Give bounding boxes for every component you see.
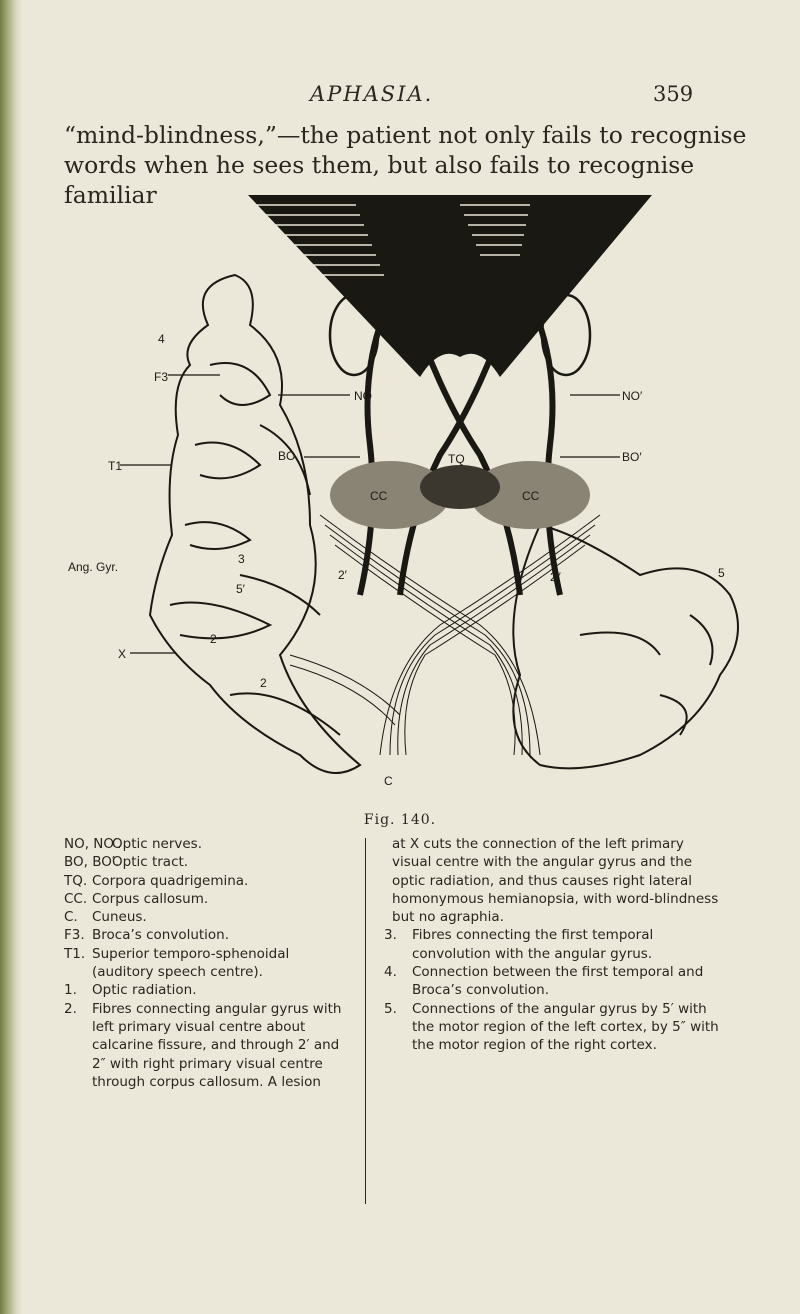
label-cc-left: CC xyxy=(370,489,388,503)
label-4: 4 xyxy=(158,332,165,346)
label-2-prime: 2′ xyxy=(338,568,347,582)
label-f3: F3 xyxy=(154,370,169,384)
legend-item: CC. Corpus callosum. xyxy=(64,890,209,907)
label-2-b: 2 xyxy=(260,676,267,690)
legend-item: 2. Fibres connecting angular gyrus with left primary visual centre about calcarine fissure, and through 2′ and 2″ with right primary visual centre through corpus callosum. A lesion xyxy=(64,1000,342,1090)
legend-item: NO, NO′. Optic nerves. xyxy=(64,836,202,852)
legend-item: T1. Superior temporo-sphenoidal (auditory speech centre). xyxy=(64,945,290,981)
legend-item: 1. Optic radiation. xyxy=(64,982,197,999)
legend-right-column xyxy=(384,835,724,1055)
label-x: X xyxy=(118,647,127,661)
brain-diagram-figure xyxy=(60,195,780,795)
label-bo: BO xyxy=(278,449,296,463)
page-edge-shadow xyxy=(0,0,22,1314)
label-5: 5 xyxy=(718,566,725,580)
label-3: 3 xyxy=(238,552,245,566)
legend-left-column xyxy=(64,835,354,1091)
label-no-prime: NO′ xyxy=(622,389,643,403)
label-t1: T1 xyxy=(108,459,123,473)
legend-item: 5. Connections of the angular gyrus by 5′ with the motor region of the left cortex, by 5″ with the motor region of the right cortex. xyxy=(384,1000,719,1054)
legend-item: C. Cuneus. xyxy=(64,909,147,926)
label-c: C xyxy=(384,774,393,788)
label-2-a: 2 xyxy=(210,632,217,646)
label-ang-gyr: Ang. Gyr. xyxy=(68,560,119,574)
label-cc-right: CC xyxy=(522,489,540,503)
right-hemisphere xyxy=(513,525,738,768)
optic-chiasm-shape xyxy=(248,195,652,377)
legend-item: TQ. Corpora quadrigemina. xyxy=(64,872,249,889)
running-title: APHASIA. xyxy=(310,82,434,106)
figure-caption: Fig. 140. xyxy=(363,812,437,828)
body-paragraph: “mind-blindness,”—the patient not only fails to recognise words when he sees them, but also fails to recognise familiar xyxy=(64,121,747,209)
legend-item: 4. Connection between the first temporal and Broca’s convolution. xyxy=(384,964,704,999)
column-divider xyxy=(365,838,366,1204)
label-bo-prime: BO′ xyxy=(622,450,642,464)
running-head xyxy=(0,82,800,112)
central-bodies xyxy=(330,461,590,529)
legend-item: 3. Fibres connecting the first temporal convolution with the angular gyrus. xyxy=(384,927,654,962)
legend-item: BO, BO′. Optic tract. xyxy=(64,854,189,871)
left-hemisphere xyxy=(150,275,360,773)
label-no: NO xyxy=(354,389,372,403)
label-5-prime: 5′ xyxy=(236,582,245,596)
legend-item: F3. Broca’s convolution. xyxy=(64,927,230,944)
page-number: 359 xyxy=(653,82,694,106)
label-2-double-prime: 2″ xyxy=(550,570,561,584)
legend-continuation: at X cuts the connection of the left primary visual centre with the angular gyrus and the optic radiation, and thus causes right lateral homonymous hemianopsia, with word-blindness but no agraphia. xyxy=(392,836,719,926)
label-tq: TQ xyxy=(448,452,465,466)
diagram-labels xyxy=(68,332,725,788)
brain-diagram xyxy=(60,195,780,795)
